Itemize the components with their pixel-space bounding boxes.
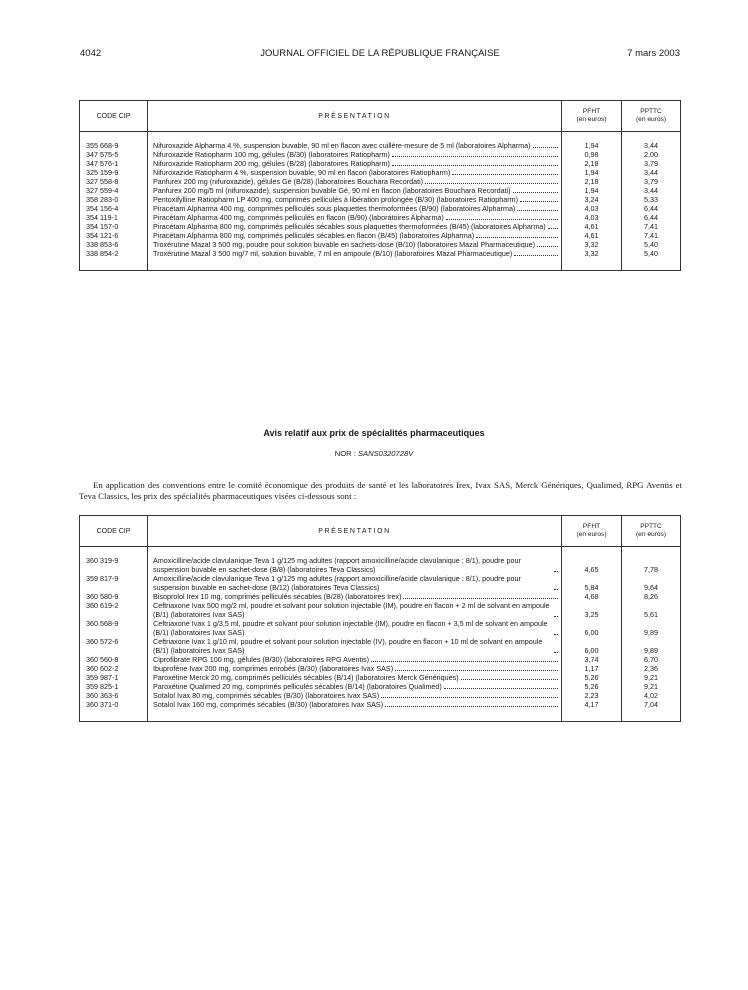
pfht-cell: 4,03 [562,204,622,213]
ppttc-label: PPTTC [640,108,662,115]
dot-leader [517,210,558,211]
presentation-cell [148,655,562,664]
notice-title: Avis relatif aux prix de spécialités pharmaceutiques [263,428,485,438]
presentation-text: Ceftriaxone Ivax 500 mg/2 ml, poudre et solvant pour solution injectable (IM), poudre en flacon + 2 ml de solvant en ampoule (B/1) (laboratoires Ivax SAS) [153,601,550,619]
pfht-cell: 6,00 [562,619,622,637]
page-number: 4042 [80,48,102,59]
column-header-pfht [562,101,622,132]
ppttc-cell: 3,44 [622,168,681,177]
pfht-unit: (en euros) [576,116,607,123]
pfht-cell: 3,32 [562,240,622,249]
pfht-cell: 4,03 [562,213,622,222]
pfht-cell: 0,98 [562,150,622,159]
dot-leader [520,201,558,202]
ppttc-unit: (en euros) [635,531,667,538]
presentation-text: Sotalol Ivax 160 mg, comprimés sécables (B/30) (laboratoires Ivax SAS) [153,700,384,709]
pfht-unit: (en euros) [576,531,607,538]
column-header-presentation: PRÉSENTATION [148,516,562,547]
table-row [80,177,681,186]
pfht-cell: 1,94 [562,168,622,177]
ppttc-cell: 3,44 [622,132,681,151]
dot-leader [381,697,558,698]
column-header-presentation: PRÉSENTATION [148,101,562,132]
price-table-1-body [80,132,681,271]
presentation-cell [148,673,562,682]
table-row [80,150,681,159]
presentation-text: Troxérutine Mazal 3 500 mg, poudre pour solution buvable en sachets-dose (B/10) (laboratoires Mazal Pharmaceutique) [153,240,536,249]
cip-code-cell: 327 559-4 [80,186,148,195]
table-row [80,691,681,700]
journal-title: JOURNAL OFFICIEL DE LA RÉPUBLIQUE FRANÇAISE [260,48,500,59]
ppttc-cell: 9,64 [622,574,681,592]
notice-intro-paragraph: En application des conventions entre le comité économique des produits de santé et les laboratoires Irex, Ivax SAS, Merck Génériques, Qualimed, RPG Aventis et Teva Classics, les prix des spécialités pharmaceutiques visées ci-dessous sont : [79,480,682,501]
presentation-text: Panfurex 200 mg/5 ml (nifuroxazide), suspension buvable Gé, 90 ml en flacon (laboratoires Bouchara Recordati) [153,186,511,195]
pfht-cell: 2,18 [562,177,622,186]
price-table-1 [79,100,681,271]
pfht-label: PFHT [582,108,601,115]
dot-leader [554,616,558,617]
dot-leader [548,228,558,229]
ppttc-cell: 9,89 [622,637,681,655]
presentation-cell [148,547,562,575]
presentation-cell [148,204,562,213]
table-row [80,673,681,682]
pfht-cell: 4,17 [562,700,622,722]
cip-code-cell: 360 363-6 [80,691,148,700]
table-row [80,637,681,655]
pfht-cell: 3,25 [562,601,622,619]
presentation-cell [148,168,562,177]
presentation-text: Nifuroxazide Ratiopharm 4 %, suspension buvable, 90 ml en flacon (laboratoires Ratiopharm) [153,168,451,177]
cip-code-cell: 359 817-9 [80,574,148,592]
table-row [80,601,681,619]
dot-leader [444,688,558,689]
table-row [80,655,681,664]
presentation-text: Troxérutine Mazal 3 500 mg/7 ml, solution buvable, 7 ml en ampoule (B/10) (laboratoires Mazal Pharmaceutique) [153,249,513,258]
presentation-text: Panfurex 200 mg (nifuroxazide), gélules Gé (B/28) (laboratoires Bouchara Recordati) [153,177,424,186]
pfht-label: PFHT [582,523,601,530]
cip-code-cell: 354 157-0 [80,222,148,231]
table-header-row [80,101,681,132]
cip-code-cell: 354 156-4 [80,204,148,213]
ppttc-cell: 2,00 [622,150,681,159]
ppttc-cell: 6,44 [622,213,681,222]
presentation-cell [148,159,562,168]
presentation-cell [148,700,562,722]
presentation-text: Piracétam Alpharma 800 mg, comprimés pelliculés sécables sous plaquettes thermoformées (B/45) (laboratoires Alpharma) [153,222,546,231]
cip-code-cell: 354 119-1 [80,213,148,222]
presentation-cell [148,691,562,700]
dot-leader [392,156,558,157]
ppttc-cell: 5,40 [622,249,681,271]
cip-code-cell: 347 576-1 [80,159,148,168]
presentation-cell [148,592,562,601]
table-row [80,222,681,231]
ppttc-cell: 2,36 [622,664,681,673]
pfht-cell: 1,94 [562,132,622,151]
price-table-2 [79,515,681,722]
ppttc-unit: (en euros) [635,116,667,123]
ppttc-cell: 9,21 [622,673,681,682]
pfht-cell: 4,68 [562,592,622,601]
cip-code-cell: 354 121-6 [80,231,148,240]
dot-leader [554,589,558,590]
presentation-cell [148,637,562,655]
presentation-text: Piracétam Alpharma 800 mg, comprimés pelliculés sécables en flacon (B/45) (laboratoires Alpharma) [153,231,475,240]
ppttc-cell: 5,33 [622,195,681,204]
presentation-cell [148,249,562,271]
dot-leader [476,237,558,238]
dot-leader [533,147,558,148]
pfht-cell: 4,65 [562,547,622,575]
dot-leader [392,165,558,166]
pfht-cell: 1,94 [562,186,622,195]
table-row [80,682,681,691]
dot-leader [537,246,558,247]
pfht-cell: 5,26 [562,682,622,691]
dot-leader [514,255,558,256]
dot-leader [513,192,558,193]
price-table-2-body [80,547,681,722]
cip-code-cell: 360 580-9 [80,592,148,601]
pfht-cell: 5,84 [562,574,622,592]
presentation-text: Paroxétine Merck 20 mg, comprimés pelliculés sécables (B/14) (laboratoires Merck Génériques) [153,673,459,682]
page-header [80,48,680,62]
table-header-row [80,516,681,547]
dot-leader [425,183,558,184]
table-row [80,132,681,151]
cip-code-cell: 360 568-9 [80,619,148,637]
column-header-ppttc [622,516,681,547]
dot-leader [371,661,558,662]
ppttc-cell: 7,04 [622,700,681,722]
pfht-cell: 6,00 [562,637,622,655]
dot-leader [385,706,558,707]
presentation-text: Ciprofibrate RPG 100 mg, gélules (B/30) (laboratoires RPG Aventis) [153,655,369,664]
dot-leader [554,571,558,572]
pfht-cell: 4,61 [562,222,622,231]
ppttc-cell: 5,40 [622,240,681,249]
table-row [80,231,681,240]
cip-code-cell: 325 159-9 [80,168,148,177]
presentation-cell [148,231,562,240]
presentation-cell [148,601,562,619]
cip-code-cell: 360 319-9 [80,547,148,575]
presentation-text: Pentoxifylline Ratiopharm LP 400 mg, comprimés pelliculés à libération prolongée (B/30) (laboratoires Ratiopharm) [153,195,519,204]
presentation-text: Ibuprofène Ivax 200 mg, comprimés enrobés (B/30) (laboratoires Ivax SAS) [153,664,394,673]
table-row [80,664,681,673]
presentation-text: Ceftriaxone Ivax 1 g/10 ml, poudre et solvant pour solution injectable (IV), poudre en flacon + 10 ml de solvant en ampoule (B/1) (laboratoires Ivax SAS) [153,637,543,655]
pfht-cell: 2,18 [562,159,622,168]
presentation-text: Sotalol Ivax 80 mg, comprimés sécables (B/30) (laboratoires Ivax SAS) [153,691,380,700]
column-header-cip: CODE CIP [80,516,148,547]
cip-code-cell: 338 853-6 [80,240,148,249]
column-header-cip: CODE CIP [80,101,148,132]
nor-label: NOR : [334,449,356,458]
pfht-cell: 1,17 [562,664,622,673]
table-row [80,574,681,592]
presentation-cell [148,150,562,159]
table-row [80,159,681,168]
nor-reference [0,449,748,458]
ppttc-cell: 5,61 [622,601,681,619]
presentation-cell [148,186,562,195]
pfht-cell: 4,61 [562,231,622,240]
cip-code-cell: 359 825-1 [80,682,148,691]
presentation-text: Amoxicilline/acide clavulanique Teva 1 g/125 mg adultes (rapport amoxicilline/acide clavulanique : 8/1), poudre pour suspension buvable en sachet-dose (B/8) (laboratoires Teva Classics) [153,556,521,574]
cip-code-cell: 360 371-0 [80,700,148,722]
ppttc-cell: 4,02 [622,691,681,700]
presentation-text: Piracétam Alpharma 400 mg, comprimés pelliculés sous plaquettes thermoformées (B/90) (laboratoires Alpharma) [153,204,516,213]
presentation-text: Piracétam Alpharma 400 mg, comprimés pelliculés en flacon (B/90) (laboratoires Alpharma) [153,213,444,222]
table-row [80,186,681,195]
presentation-cell [148,619,562,637]
cip-code-cell: 359 987-1 [80,673,148,682]
ppttc-cell: 7,41 [622,222,681,231]
ppttc-cell: 8,26 [622,592,681,601]
table-row [80,700,681,722]
nor-code: SANS0320728V [357,449,414,458]
cip-code-cell: 355 668-9 [80,132,148,151]
dot-leader [461,679,558,680]
dot-leader [395,670,558,671]
pfht-cell: 3,32 [562,249,622,271]
dot-leader [554,634,558,635]
table-row [80,249,681,271]
cip-code-cell: 360 602-2 [80,664,148,673]
table-row [80,592,681,601]
column-header-pfht [562,516,622,547]
presentation-text: Paroxétine Qualimed 20 mg, comprimés pelliculés sécables (B/14) (laboratoires Qualimed) [153,682,442,691]
table-row [80,619,681,637]
presentation-cell [148,682,562,691]
presentation-cell [148,195,562,204]
table-row [80,240,681,249]
dot-leader [452,174,558,175]
table-row [80,195,681,204]
ppttc-label: PPTTC [640,523,662,530]
ppttc-cell: 9,89 [622,619,681,637]
pfht-cell: 3,74 [562,655,622,664]
presentation-cell [148,664,562,673]
table-row [80,547,681,575]
presentation-text: Amoxicilline/acide clavulanique Teva 1 g/125 mg adultes (rapport amoxicilline/acide clavulanique : 8/1), poudre pour suspension buvable en sachet-dose (B/12) (laboratoires Teva Classics) [153,574,521,592]
table-row [80,213,681,222]
cip-code-cell: 347 575-5 [80,150,148,159]
ppttc-cell: 3,44 [622,186,681,195]
presentation-text: Nifuroxazide Alpharma 4 %, suspension buvable, 90 ml en flacon avec cuillère-mesure de 5 ml (laboratoires Alpharma) [153,141,531,150]
presentation-cell [148,213,562,222]
presentation-text: Nifuroxazide Ratiopharm 100 mg, gélules (B/30) (laboratoires Ratiopharm) [153,150,390,159]
cip-code-cell: 327 558-8 [80,177,148,186]
presentation-text: Ceftriaxone Ivax 1 g/3,5 ml, poudre et solvant pour solution injectable (IM), poudre en flacon + 3,5 ml de solvant en ampoule (B/1) (laboratoires Ivax SAS) [153,619,548,637]
presentation-text: Nifuroxazide Ratiopharm 200 mg, gélules (B/28) (laboratoires Ratiopharm) [153,159,390,168]
dot-leader [446,219,558,220]
ppttc-cell: 7,41 [622,231,681,240]
presentation-cell [148,240,562,249]
cip-code-cell: 360 572-6 [80,637,148,655]
presentation-cell [148,574,562,592]
publication-date: 7 mars 2003 [627,48,680,59]
ppttc-cell: 6,44 [622,204,681,213]
cip-code-cell: 338 854-2 [80,249,148,271]
dot-leader [554,652,558,653]
presentation-cell [148,132,562,151]
pfht-cell: 2,23 [562,691,622,700]
table-row [80,204,681,213]
dot-leader [403,598,558,599]
ppttc-cell: 3,79 [622,159,681,168]
ppttc-cell: 7,78 [622,547,681,575]
ppttc-cell: 3,79 [622,177,681,186]
cip-code-cell: 360 560-8 [80,655,148,664]
pfht-cell: 5,26 [562,673,622,682]
presentation-cell [148,222,562,231]
column-header-ppttc [622,101,681,132]
presentation-text: Bisoprolol Irex 10 mg, comprimés pelliculés sécables (B/28) (laboratoires Irex) [153,592,402,601]
cip-code-cell: 360 619-2 [80,601,148,619]
table-row [80,168,681,177]
pfht-cell: 3,24 [562,195,622,204]
ppttc-cell: 6,70 [622,655,681,664]
presentation-cell [148,177,562,186]
ppttc-cell: 9,21 [622,682,681,691]
cip-code-cell: 358 283-0 [80,195,148,204]
